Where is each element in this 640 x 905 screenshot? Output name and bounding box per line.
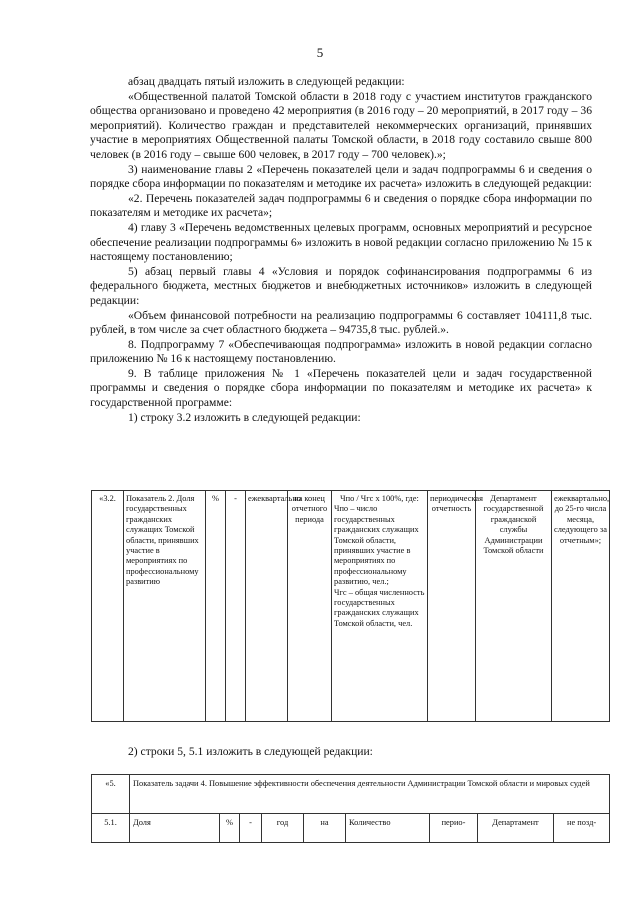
- paragraph: 3) наименование главы 2 «Перечень показателей цели и задач подпрограммы 6 и сведения о порядке сбора информации по показателям и методике их расчета» изложить в следующей редакции:: [90, 162, 592, 191]
- paragraph: 4) главу 3 «Перечень ведомственных целевых программ, основных мероприятий и ресурсное обеспечение реализации подпрограммы 6» изложить в новой редакции согласно приложению № 15 к настоящему постановлению;: [90, 220, 592, 264]
- date-cell: на конец отчетного периода: [288, 491, 332, 722]
- paragraph: 9. В таблице приложения № 1 «Перечень показателей цели и задач государственной программы и сведения о порядке сбора информации по показателям и методике их расчета» к государственной программе:: [90, 366, 592, 410]
- frequency-cell: год: [262, 814, 304, 843]
- table-row: [92, 814, 610, 843]
- paragraph: «Объем финансовой потребности на реализацию подпрограммы 6 составляет 104111,8 тыс. рублей, в том числе за счет областного бюджета – 94735,8 тыс. рублей.».: [90, 308, 592, 337]
- frequency-cell: ежеквартально: [246, 491, 288, 722]
- body-text: [90, 75, 592, 425]
- dash-cell: -: [240, 814, 262, 843]
- indicator-table-3-2: [91, 490, 610, 722]
- method-cell: перио-: [430, 814, 478, 843]
- deadline-cell: не позд-: [554, 814, 610, 843]
- dash-cell: -: [226, 491, 246, 722]
- date-cell: на: [304, 814, 346, 843]
- row-number: «5.: [92, 775, 130, 814]
- subheading: 2) строки 5, 5.1 изложить в следующей редакции:: [128, 745, 373, 758]
- formula-cell: [332, 491, 428, 722]
- formula-description: Чпо – число государственных гражданских служащих Томской области, принявших участие в мероприятиях по профессиональному развитию, чел.;: [334, 504, 419, 587]
- paragraph: 1) строку 3.2 изложить в следующей редакции:: [128, 410, 361, 424]
- responsible-cell: Департамент: [478, 814, 554, 843]
- indicator-table-5: [91, 774, 610, 843]
- formula-description-2: Чгс – общая численность государственных гражданских служащих Томской области, чел.: [334, 587, 425, 628]
- paragraph: 8. Подпрограмму 7 «Обеспечивающая подпрограмма» изложить в новой редакции согласно приложению № 16 к настоящему постановлению.: [90, 337, 592, 366]
- row-number: 5.1.: [92, 814, 130, 843]
- row-number: «3.2.: [92, 491, 124, 722]
- indicator-name: Доля: [130, 814, 220, 843]
- unit-cell: %: [206, 491, 226, 722]
- method-cell: периодическая отчетность: [428, 491, 476, 722]
- paragraph: «Общественной палатой Томской области в 2018 году с участием институтов гражданского общества организовано и проведено 42 мероприятия (в 2016 году – 20 мероприятий, в 2017 году – 36 мероприятий). Количество граждан и представителей некоммерческих организаций, принявших участие в мероприятиях Общественной палаты Томской области, в 2018 году составило свыше 800 человек (в 2016 году – свыше 600 человек, в 2017 году – 700 человек).»;: [90, 89, 592, 161]
- formula: Чпо / Чгс х 100%, где:: [340, 494, 419, 503]
- indicator-title: Показатель задачи 4. Повышение эффективности обеспечения деятельности Администрации Томской области и мировых судей: [130, 775, 610, 814]
- page-number: 5: [316, 45, 324, 60]
- indicator-name: Показатель 2. Доля государственных гражданских служащих Томской области, принявших участие в мероприятиях по профессиональному развитию: [124, 491, 206, 722]
- unit-cell: %: [220, 814, 240, 843]
- deadline-cell: ежеквартально, до 25-го числа месяца, следующего за отчетным»;: [552, 491, 610, 722]
- paragraph: абзац двадцать пятый изложить в следующей редакции:: [128, 75, 405, 88]
- table-row: [92, 775, 610, 814]
- formula-cell: Количество: [346, 814, 430, 843]
- paragraph: «2. Перечень показателей задач подпрограммы 6 и сведения о порядке сбора информации по показателям и методике их расчета»;: [90, 191, 592, 220]
- table-row: [92, 491, 610, 722]
- paragraph: 5) абзац первый главы 4 «Условия и порядок софинансирования подпрограммы 6 из федерального бюджета, местных бюджетов и внебюджетных источников» изложить в следующей редакции:: [90, 264, 592, 307]
- responsible-cell: Департамент государственной гражданской службы Администрации Томской области: [476, 491, 552, 722]
